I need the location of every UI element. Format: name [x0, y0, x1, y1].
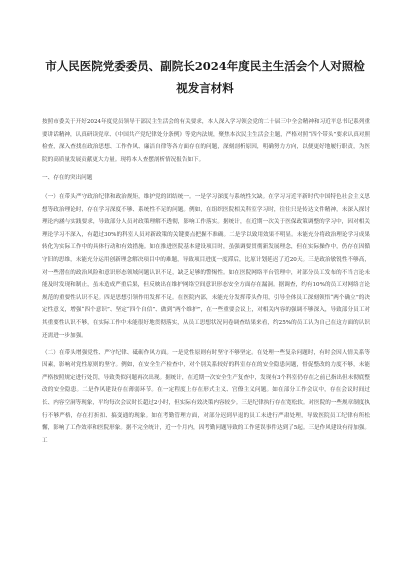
section-heading: 一、存在的突出问题 [42, 175, 93, 182]
document-title [40, 55, 370, 99]
document-body [42, 116, 370, 452]
title-line-1: 市人民医院党委委员、副院长2024年度民主生活会个人对照检 [45, 59, 365, 73]
body-paragraph-2: （二）在带头增强党性、严守纪律、砥砺作风方面。一是党性原则有时坚守不够坚定。在处理一些复杂问题时，有时会因人情关系等因素，影响对党性原则的坚守。例如，在安全生产检查中，对个别关系较好的科室存在的安全隐患问题，督促整改的力度不够，未能严格按照规定进行处罚，导致类似问题再次出现。据统计，在近期一次安全生产复查中，发现有3个科室仍存在之前已指出但未彻底整改的安全隐患。二是作风建设存在薄弱环节。在一定程度上存在形式主义、官僚主义问题。如在部分工作会议中，存在会议时间过长、内容空洞等现象，平均每次会议时长超过2小时，但实际有效决策内容较少。三是纪律执行存在宽松软。对医院的一些规章制度执行不够严格，存在打折扣、搞变通的现象。如在考勤管理方面，对部分迟到早退的员工未进行严肃处理，导致医院员工纪律有所松懈，影响了工作效率和医院形象。据不完全统计，近一个月内，因考勤问题导致的工作延误事件达到了5起。三是作风建设有待加强。工 [42, 349, 370, 444]
body-paragraph-1: （一）在带头严守政治纪律和政治规矩，维护党的团结统一。一是学习深度与系统性欠缺。在学习习近平新时代中国特色社会主义思想等政治理论时，存在学习深度不够、系统性不足的问题。例如，在组织医院相关科室学习时，往往只是传达文件精神，未深入探讨理论内涵与实践要求，导致部分人员对政策理解不透彻，影响工作落实。据统计，在近期一次关于医保政策调整的学习中，因对相关理论学习不深入，有超过30%的科室人员对新政策的关键要点把握不准确。二是学以致用效果不明显。未能充分将政治理论学习成果转化为实际工作中的具体行动和有效措施。如在推进医院基本建设项目时，虽强调要贯彻新发展理念，但在实际操作中，仍存在因循守旧的思维，未能充分运用创新理念解决项目中的难题，导致项目进度一度滞后，比原计划延迟了近20天。三是政治敏锐性不够高，对一些潜在的政治风险和意识形态领域问题认识不足，缺乏足够的警惕性。如在医院网络平台管理中，对部分员工发布的不当言论未能及时发现和制止，虽未造成严重后果，但反映出在维护网络空间意识形态安全方面存在漏洞。据调查，约有10%的员工对网络言论规范的重要性认识不足。四是思想引领作用发挥不足。在医院内部，未能充分发挥带头作用，引导全体员工深刻领悟“两个确立”的决定性意义，增强“四个意识”、坚定“四个自信”、做到“两个维护”，在一些重要会议上，对相关内容的强调不够深入，导致部分员工对其重要性认识不够，在实际工作中未能很好地贯彻落实，从员工思想状况问卷调查结果来看，约25%的员工认为自己在这方面的认识还需进一步加强。 [42, 193, 370, 339]
title-line-2: 视发言材料 [176, 81, 234, 95]
intro-paragraph: 按照市委关于开好2024年度党员领导干部民主生活会的有关要求，本人深入学习领会党的二十届三中全会精神和习近平总书记系列重要讲话精神，认真研读党章、《中国共产党纪律处分条例》等党内法规，聚焦本次民主生活会主题，严格对照“四个带头”要求认真对照检查，深入查找在政治思想、工作作风、廉洁自律等各方面存在的问题，深刻剖析原因，明确努力方向，以便更好地履行职责，为医院的高质量发展贡献更大力量。现将本人查摆剖析情况报告如下。 [42, 119, 370, 163]
